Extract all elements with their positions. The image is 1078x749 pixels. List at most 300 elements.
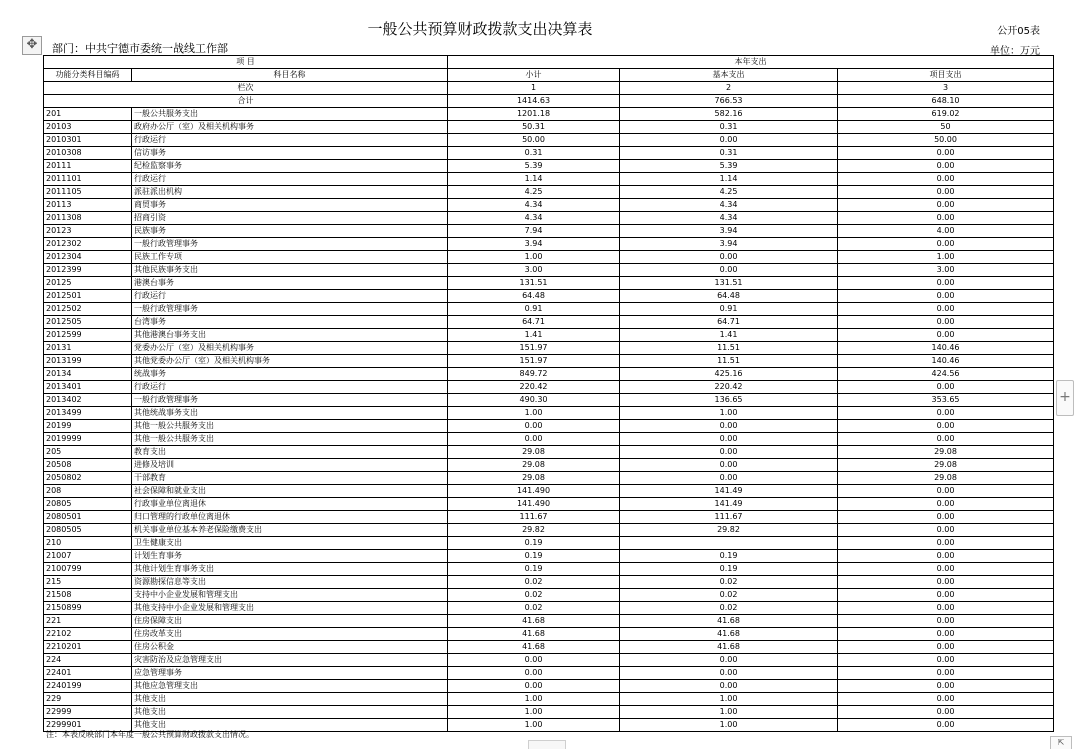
- row-subtotal: 490.30: [448, 394, 620, 407]
- table-row: [44, 329, 1054, 342]
- row-subtotal: 50.00: [448, 134, 620, 147]
- row-name: 其他一般公共服务支出: [132, 433, 448, 446]
- row-project: 0.00: [838, 563, 1054, 576]
- row-project: 0.00: [838, 173, 1054, 186]
- row-subtotal: 0.00: [448, 433, 620, 446]
- header-subtotal: 小计: [448, 69, 620, 82]
- row-subtotal: 1.00: [448, 407, 620, 420]
- row-basic: 0.00: [620, 420, 838, 433]
- row-basic: 0.00: [620, 654, 838, 667]
- row-code: 22102: [44, 628, 132, 641]
- row-basic: 5.39: [620, 160, 838, 173]
- row-project: 353.65: [838, 394, 1054, 407]
- row-subtotal: 3.00: [448, 264, 620, 277]
- row-code: 20123: [44, 225, 132, 238]
- row-basic: 1.00: [620, 719, 838, 732]
- row-basic: 0.00: [620, 134, 838, 147]
- row-code: 2012399: [44, 264, 132, 277]
- row-name: 教育支出: [132, 446, 448, 459]
- row-subtotal: 1.00: [448, 706, 620, 719]
- row-name: 应急管理事务: [132, 667, 448, 680]
- row-name: 归口管理的行政单位离退休: [132, 511, 448, 524]
- table-row: [44, 433, 1054, 446]
- table-row: [44, 641, 1054, 654]
- row-name: 行政运行: [132, 290, 448, 303]
- row-basic: 1.00: [620, 693, 838, 706]
- table-row: [44, 342, 1054, 355]
- row-subtotal: 41.68: [448, 615, 620, 628]
- row-project: 50: [838, 121, 1054, 134]
- row-basic: 131.51: [620, 277, 838, 290]
- row-project: 0.00: [838, 654, 1054, 667]
- row-basic: 0.00: [620, 446, 838, 459]
- row-code: 2011101: [44, 173, 132, 186]
- table-row: [44, 238, 1054, 251]
- table-move-handle-icon[interactable]: ✥: [22, 36, 42, 55]
- row-project: 0.00: [838, 667, 1054, 680]
- row-basic: 0.02: [620, 602, 838, 615]
- row-code: 2210201: [44, 641, 132, 654]
- row-project: 0.00: [838, 706, 1054, 719]
- row-project: 0.00: [838, 602, 1054, 615]
- row-name: 资源勘探信息等支出: [132, 576, 448, 589]
- row-name: 党委办公厅（室）及相关机构事务: [132, 342, 448, 355]
- row-code: 229: [44, 693, 132, 706]
- table-row: [44, 355, 1054, 368]
- table-row: [44, 108, 1054, 121]
- row-code: 22999: [44, 706, 132, 719]
- total-subtotal: 1414.63: [448, 95, 620, 108]
- row-basic: 0.00: [620, 680, 838, 693]
- rank-1: 1: [448, 82, 620, 95]
- row-name: 其他民族事务支出: [132, 264, 448, 277]
- row-subtotal: 50.31: [448, 121, 620, 134]
- row-name: 派驻派出机构: [132, 186, 448, 199]
- table-row: [44, 615, 1054, 628]
- row-name: 其他支持中小企业发展和管理支出: [132, 602, 448, 615]
- row-name: 社会保障和就业支出: [132, 485, 448, 498]
- table-row: [44, 290, 1054, 303]
- table-row: [44, 303, 1054, 316]
- row-subtotal: 64.71: [448, 316, 620, 329]
- row-project: 0.00: [838, 290, 1054, 303]
- row-subtotal: 141.490: [448, 485, 620, 498]
- row-code: 20131: [44, 342, 132, 355]
- header-project-exp: 项目支出: [838, 69, 1054, 82]
- row-code: 2013402: [44, 394, 132, 407]
- row-subtotal: 4.34: [448, 199, 620, 212]
- rank-2: 2: [620, 82, 838, 95]
- row-name: 其他支出: [132, 706, 448, 719]
- row-name: 一般行政管理事务: [132, 303, 448, 316]
- row-name: 行政事业单位离退休: [132, 498, 448, 511]
- row-name: 行政运行: [132, 173, 448, 186]
- row-subtotal: 0.19: [448, 550, 620, 563]
- row-name: 商贸事务: [132, 199, 448, 212]
- row-code: 20134: [44, 368, 132, 381]
- unit-label: 单位：万元: [990, 46, 1040, 57]
- row-name: 一般行政管理事务: [132, 394, 448, 407]
- rank-row: [44, 82, 1054, 95]
- add-column-plus-icon[interactable]: +: [1056, 380, 1074, 416]
- row-code: 201: [44, 108, 132, 121]
- row-subtotal: 1.00: [448, 719, 620, 732]
- row-name: 其他支出: [132, 719, 448, 732]
- row-subtotal: 4.34: [448, 212, 620, 225]
- row-subtotal: 41.68: [448, 628, 620, 641]
- table-row: [44, 589, 1054, 602]
- row-subtotal: 1.14: [448, 173, 620, 186]
- row-name: 机关事业单位基本养老保险缴费支出: [132, 524, 448, 537]
- row-code: 20113: [44, 199, 132, 212]
- table-row: [44, 680, 1054, 693]
- row-subtotal: 0.31: [448, 147, 620, 160]
- page-title: 一般公共预算财政拨款支出决算表: [367, 20, 593, 38]
- row-name: 信访事务: [132, 147, 448, 160]
- row-basic: 582.16: [620, 108, 838, 121]
- row-project: 0.00: [838, 537, 1054, 550]
- row-name: 港澳台事务: [132, 277, 448, 290]
- row-subtotal: 141.490: [448, 498, 620, 511]
- row-basic: 0.00: [620, 667, 838, 680]
- row-basic: 1.14: [620, 173, 838, 186]
- row-subtotal: 1.41: [448, 329, 620, 342]
- row-name: 一般行政管理事务: [132, 238, 448, 251]
- row-project: 0.00: [838, 329, 1054, 342]
- row-basic: 3.94: [620, 225, 838, 238]
- row-basic: 0.31: [620, 147, 838, 160]
- row-project: 0.00: [838, 485, 1054, 498]
- row-code: 2012505: [44, 316, 132, 329]
- row-name: 住房保障支出: [132, 615, 448, 628]
- row-subtotal: 5.39: [448, 160, 620, 173]
- row-basic: 4.34: [620, 212, 838, 225]
- row-subtotal: 0.00: [448, 667, 620, 680]
- row-code: 2240199: [44, 680, 132, 693]
- row-name: 民族事务: [132, 225, 448, 238]
- row-name: 其他港澳台事务支出: [132, 329, 448, 342]
- table-row: [44, 472, 1054, 485]
- row-name: 干部教育: [132, 472, 448, 485]
- row-code: 210: [44, 537, 132, 550]
- row-name: 其他统战事务支出: [132, 407, 448, 420]
- row-subtotal: 0.00: [448, 680, 620, 693]
- row-basic: 64.71: [620, 316, 838, 329]
- row-name: 其他党委办公厅（室）及相关机构事务: [132, 355, 448, 368]
- table-row: [44, 264, 1054, 277]
- row-name: 计划生育事务: [132, 550, 448, 563]
- row-basic: 141.49: [620, 485, 838, 498]
- row-subtotal: 220.42: [448, 381, 620, 394]
- total-row: [44, 95, 1054, 108]
- row-code: 2011308: [44, 212, 132, 225]
- row-code: 2010308: [44, 147, 132, 160]
- table-row: [44, 199, 1054, 212]
- row-subtotal: 1201.18: [448, 108, 620, 121]
- row-basic: 136.65: [620, 394, 838, 407]
- row-project: 0.00: [838, 303, 1054, 316]
- table-row: [44, 498, 1054, 511]
- row-basic: 220.42: [620, 381, 838, 394]
- table-row: [44, 381, 1054, 394]
- table-row: [44, 459, 1054, 472]
- row-subtotal: 0.00: [448, 420, 620, 433]
- row-name: 民族工作专项: [132, 251, 448, 264]
- row-subtotal: 0.02: [448, 589, 620, 602]
- row-code: 2150899: [44, 602, 132, 615]
- row-code: 2013199: [44, 355, 132, 368]
- row-subtotal: 3.94: [448, 238, 620, 251]
- row-code: 20111: [44, 160, 132, 173]
- row-basic: [620, 537, 838, 550]
- row-code: 2012599: [44, 329, 132, 342]
- row-subtotal: 29.08: [448, 446, 620, 459]
- row-code: 2299901: [44, 719, 132, 732]
- row-basic: 1.41: [620, 329, 838, 342]
- row-code: 21007: [44, 550, 132, 563]
- row-project: 0.00: [838, 524, 1054, 537]
- row-project: 0.00: [838, 433, 1054, 446]
- table-row: [44, 693, 1054, 706]
- row-project: 4.00: [838, 225, 1054, 238]
- table-row: [44, 706, 1054, 719]
- table-row: [44, 537, 1054, 550]
- row-name: 卫生健康支出: [132, 537, 448, 550]
- row-name: 其他支出: [132, 693, 448, 706]
- row-basic: 0.02: [620, 576, 838, 589]
- row-basic: 41.68: [620, 615, 838, 628]
- row-code: 20103: [44, 121, 132, 134]
- row-project: 0.00: [838, 693, 1054, 706]
- table-row: [44, 628, 1054, 641]
- row-name: 行政运行: [132, 381, 448, 394]
- row-basic: 141.49: [620, 498, 838, 511]
- row-code: 2080505: [44, 524, 132, 537]
- table-row: [44, 368, 1054, 381]
- row-code: 221: [44, 615, 132, 628]
- row-code: 2012302: [44, 238, 132, 251]
- row-code: 2019999: [44, 433, 132, 446]
- row-code: 205: [44, 446, 132, 459]
- row-basic: 41.68: [620, 628, 838, 641]
- table-row: [44, 160, 1054, 173]
- row-code: 2080501: [44, 511, 132, 524]
- row-basic: 425.16: [620, 368, 838, 381]
- row-project: 0.00: [838, 199, 1054, 212]
- row-project: 0.00: [838, 641, 1054, 654]
- resize-corner-icon[interactable]: ⇱: [1050, 736, 1072, 749]
- table-row: [44, 251, 1054, 264]
- table-row: [44, 563, 1054, 576]
- rank-label: 栏次: [44, 82, 448, 95]
- row-subtotal: 849.72: [448, 368, 620, 381]
- table-row: [44, 511, 1054, 524]
- row-subtotal: 0.19: [448, 563, 620, 576]
- row-project: 0.00: [838, 160, 1054, 173]
- header-current-year: 本年支出: [448, 56, 1054, 69]
- row-code: 20199: [44, 420, 132, 433]
- table-row: [44, 134, 1054, 147]
- table-row: [44, 121, 1054, 134]
- row-name: 招商引资: [132, 212, 448, 225]
- total-label: 合计: [44, 95, 448, 108]
- row-subtotal: 29.08: [448, 459, 620, 472]
- department-label: 部门：中共宁德市委统一战线工作部: [52, 42, 228, 55]
- rank-3: 3: [838, 82, 1054, 95]
- row-project: 0.00: [838, 628, 1054, 641]
- row-name: 其他一般公共服务支出: [132, 420, 448, 433]
- row-project: 0.00: [838, 238, 1054, 251]
- row-basic: 0.91: [620, 303, 838, 316]
- row-subtotal: 1.00: [448, 251, 620, 264]
- row-subtotal: 29.82: [448, 524, 620, 537]
- row-project: 0.00: [838, 420, 1054, 433]
- row-basic: 0.00: [620, 251, 838, 264]
- row-code: 2013499: [44, 407, 132, 420]
- row-basic: 1.00: [620, 706, 838, 719]
- table-row: [44, 420, 1054, 433]
- row-basic: 0.00: [620, 459, 838, 472]
- row-basic: 0.00: [620, 472, 838, 485]
- row-project: 0.00: [838, 381, 1054, 394]
- table-row: [44, 446, 1054, 459]
- expenditure-table: [43, 55, 1054, 732]
- row-project: 29.08: [838, 472, 1054, 485]
- footer-note: 注：本表反映部门本年度一般公共预算财政拨款支出情况。: [46, 730, 254, 739]
- row-project: 0.00: [838, 407, 1054, 420]
- row-name: 灾害防治及应急管理支出: [132, 654, 448, 667]
- row-basic: 0.31: [620, 121, 838, 134]
- row-basic: 1.00: [620, 407, 838, 420]
- row-code: 2012502: [44, 303, 132, 316]
- row-project: 0.00: [838, 277, 1054, 290]
- row-basic: 64.48: [620, 290, 838, 303]
- row-subtotal: 0.19: [448, 537, 620, 550]
- total-basic: 766.53: [620, 95, 838, 108]
- row-code: 2012304: [44, 251, 132, 264]
- row-project: 1.00: [838, 251, 1054, 264]
- row-project: 140.46: [838, 355, 1054, 368]
- row-code: 20125: [44, 277, 132, 290]
- row-project: 3.00: [838, 264, 1054, 277]
- row-subtotal: 29.08: [448, 472, 620, 485]
- header-row-2: [44, 69, 1054, 82]
- row-project: 0.00: [838, 511, 1054, 524]
- row-code: 20805: [44, 498, 132, 511]
- table-row: [44, 667, 1054, 680]
- row-name: 行政运行: [132, 134, 448, 147]
- row-project: 140.46: [838, 342, 1054, 355]
- row-code: 208: [44, 485, 132, 498]
- row-name: 政府办公厅（室）及相关机构事务: [132, 121, 448, 134]
- row-code: 20508: [44, 459, 132, 472]
- row-basic: 0.02: [620, 589, 838, 602]
- table-row: [44, 186, 1054, 199]
- table-row: [44, 147, 1054, 160]
- row-project: 619.02: [838, 108, 1054, 121]
- row-name: 统战事务: [132, 368, 448, 381]
- row-basic: 0.19: [620, 563, 838, 576]
- table-row: [44, 173, 1054, 186]
- header-row-1: [44, 56, 1054, 69]
- table-row: [44, 576, 1054, 589]
- row-subtotal: 0.02: [448, 602, 620, 615]
- row-code: 22401: [44, 667, 132, 680]
- row-project: 0.00: [838, 212, 1054, 225]
- row-code: 2100799: [44, 563, 132, 576]
- row-code: 2012501: [44, 290, 132, 303]
- table-row: [44, 654, 1054, 667]
- row-subtotal: 0.00: [448, 654, 620, 667]
- row-name: 一般公共服务支出: [132, 108, 448, 121]
- row-name: 台湾事务: [132, 316, 448, 329]
- row-project: 0.00: [838, 680, 1054, 693]
- row-code: 2010301: [44, 134, 132, 147]
- row-project: 29.08: [838, 446, 1054, 459]
- table-row: [44, 550, 1054, 563]
- row-project: 0.00: [838, 615, 1054, 628]
- row-subtotal: 131.51: [448, 277, 620, 290]
- row-basic: 29.82: [620, 524, 838, 537]
- row-code: 224: [44, 654, 132, 667]
- row-project: 0.00: [838, 316, 1054, 329]
- row-basic: 3.94: [620, 238, 838, 251]
- row-project: 50.00: [838, 134, 1054, 147]
- header-project: 项 目: [44, 56, 448, 69]
- row-name: 住房改革支出: [132, 628, 448, 641]
- row-subtotal: 4.25: [448, 186, 620, 199]
- table-row: [44, 277, 1054, 290]
- row-name: 支持中小企业发展和管理支出: [132, 589, 448, 602]
- row-project: 0.00: [838, 550, 1054, 563]
- row-code: 2013401: [44, 381, 132, 394]
- row-basic: 0.19: [620, 550, 838, 563]
- row-basic: 4.25: [620, 186, 838, 199]
- row-name: 进修及培训: [132, 459, 448, 472]
- row-basic: 111.67: [620, 511, 838, 524]
- row-project: 0.00: [838, 498, 1054, 511]
- form-number: 公开05表: [997, 26, 1040, 37]
- header-func-code: 功能分类科目编码: [44, 69, 132, 82]
- row-subtotal: 151.97: [448, 355, 620, 368]
- row-project: 0.00: [838, 147, 1054, 160]
- row-name: 住房公积金: [132, 641, 448, 654]
- row-project: 0.00: [838, 589, 1054, 602]
- row-subtotal: 41.68: [448, 641, 620, 654]
- total-project: 648.10: [838, 95, 1054, 108]
- header-func-name: 科目名称: [132, 69, 448, 82]
- row-code: 215: [44, 576, 132, 589]
- table-row: [44, 212, 1054, 225]
- row-code: 21508: [44, 589, 132, 602]
- table-row: [44, 394, 1054, 407]
- row-subtotal: 0.91: [448, 303, 620, 316]
- row-subtotal: 1.00: [448, 693, 620, 706]
- table-row: [44, 602, 1054, 615]
- row-basic: 11.51: [620, 355, 838, 368]
- table-row: [44, 316, 1054, 329]
- row-subtotal: 7.94: [448, 225, 620, 238]
- row-subtotal: 151.97: [448, 342, 620, 355]
- row-project: 0.00: [838, 719, 1054, 732]
- row-project: 424.56: [838, 368, 1054, 381]
- row-code: 2050802: [44, 472, 132, 485]
- table-row: [44, 485, 1054, 498]
- row-basic: 0.00: [620, 433, 838, 446]
- row-code: 2011105: [44, 186, 132, 199]
- row-basic: 11.51: [620, 342, 838, 355]
- row-subtotal: 64.48: [448, 290, 620, 303]
